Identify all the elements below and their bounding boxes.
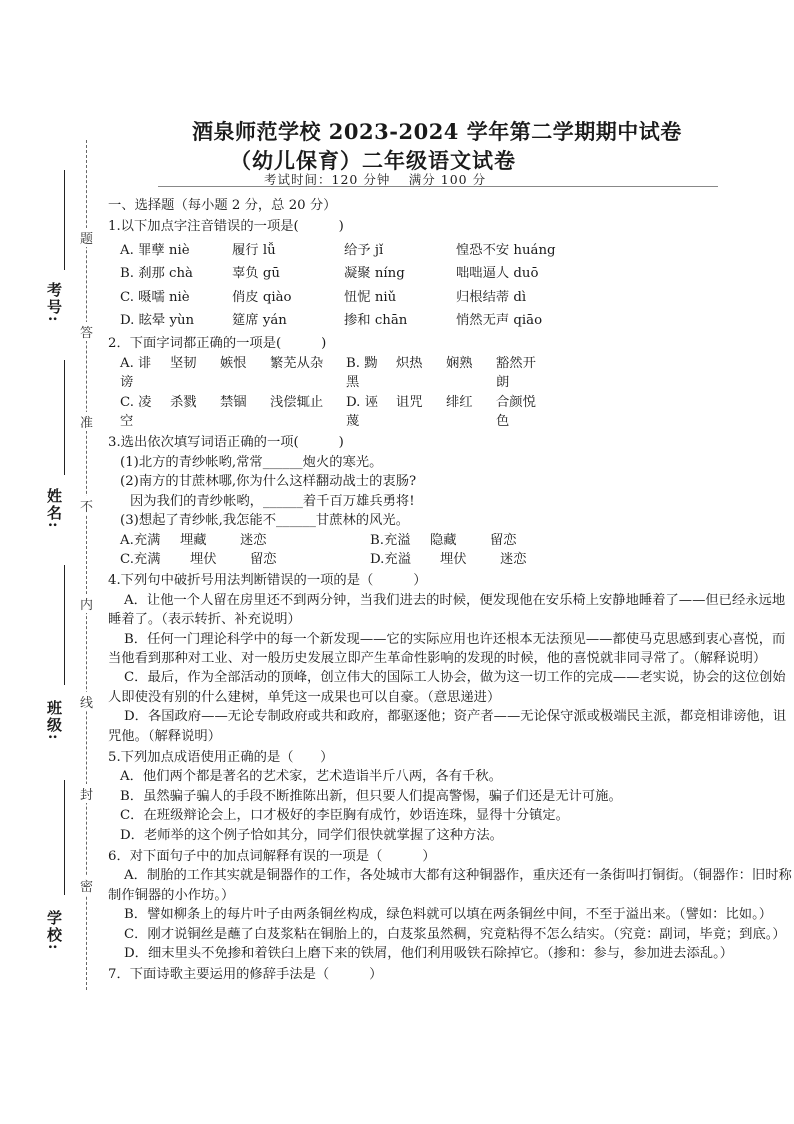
exam-number-field[interactable]	[64, 170, 65, 270]
section-heading: 一、选择题（每小题 2 分，总 20 分）	[108, 198, 337, 213]
passage-line: (2)南方的甘蔗林哪,你为什么这样翻动战士的衷肠?	[120, 474, 417, 490]
option-item[interactable]: C．刚才说铜丝是蘸了白芨浆粘在铜胎上的，白芨浆虽然稠，究竟粘得不怎么结实。（究竟：副词，毕竟；到底。）	[124, 926, 786, 942]
passage-line: (3)想起了青纱帐,我怎能不______甘蔗林的风光。	[120, 513, 409, 529]
seal-char: 不	[80, 496, 93, 515]
question-stem: 2．下面字词都正确的一项是( )	[108, 336, 327, 352]
seal-char: 准	[80, 412, 93, 431]
option-item[interactable]: D．各国政府——无论专制政府或共和政府，都驱逐他；资产者——无论保守派或极端民主派，都竞相诽谤他，诅咒他。（解释说明）	[108, 709, 787, 744]
option-item[interactable]: B．任何一门理论科学中的每一个新发现——它的实际应用也许还根本无法预见——都使马克思感到衷心喜悦，而当他看到那种对工业、对一般历史发展立即产生革命性影响的发现的时候，他的喜悦就非同寻常了。（解释说明）	[108, 631, 786, 666]
option-row[interactable]: D. 眩晕 yùn 筵席 yán 掺和 chān 悄然无声 qiāo	[120, 313, 543, 329]
option-item[interactable]: A．他们两个都是著名的艺术家，艺术造诣半斤八两，各有千秋。	[120, 769, 502, 785]
option-item[interactable]: C．在班级辩论会上，口才极好的李臣胸有成竹，妙语连珠，显得十分镇定。	[120, 808, 569, 824]
name-label: 姓名:	[45, 488, 63, 530]
question-stem: 7．下面诗歌主要运用的修辞手法是（ ）	[108, 967, 383, 983]
option-item[interactable]: D．细末里头不免掺和着铁臼上磨下来的铁屑，他们利用吸铁石除掉它。（掺和：参与，参加进去添乱。）	[124, 946, 734, 962]
passage-line: 因为我们的青纱帐哟，______着千百万雄兵勇将!	[130, 493, 415, 509]
option-row[interactable]: B. 刹那 chà 辜负 gū 凝聚 níng 咄咄逼人 duō	[120, 266, 539, 282]
class-label: 班级:	[45, 700, 63, 742]
passage-line: (1)北方的青纱帐哟,常常______炮火的寒光。	[120, 454, 383, 470]
question-body	[108, 196, 794, 985]
question-stem: 4.下列句中破折号用法判断错误的一项的是（ ）	[108, 573, 427, 589]
question-options	[108, 241, 794, 331]
seal-char: 密	[80, 876, 93, 895]
seal-char: 题	[80, 228, 93, 247]
question-stem: 6．对下面句子中的加点词解释有误的一项是（ ）	[108, 849, 436, 864]
seal-char: 内	[80, 594, 93, 613]
question-stem: 5.下列加点成语使用正确的是（ ）	[108, 749, 334, 765]
header-divider	[158, 186, 718, 187]
binding-margin	[0, 0, 100, 1124]
class-field[interactable]	[64, 565, 65, 685]
page-subtitle: （幼儿保育）二年级语文试卷	[230, 148, 516, 173]
option-row[interactable]: C. 嗫嚅 niè 俏皮 qiào 忸怩 niǔ 归根结蒂 dì	[120, 289, 527, 305]
option-item[interactable]: B．虽然骗子骗人的手段不断推陈出新，但只要人们提高警惕，骗子们还是无计可施。	[120, 788, 622, 804]
option-row[interactable]: A. 诽谤 坚韧 嫉恨 繁芜从杂 B. 黝黑 炽热 娴熟 豁然开朗	[120, 355, 536, 391]
school-field[interactable]	[64, 780, 65, 895]
name-field[interactable]	[64, 360, 65, 475]
option-item[interactable]: A．制胎的工作其实就是铜器作的工作，各处城市大都有这种铜器作，重庆还有一条街叫打铜街。（铜器作：旧时称制作铜器的小作坊。）	[108, 868, 792, 903]
exam-info: 考试时间：120 分钟 满分 100 分	[264, 172, 487, 187]
seal-char: 封	[80, 784, 93, 803]
option-row[interactable]: C.充满 埋伏 留恋 D.充溢 埋伏 迷恋	[120, 551, 527, 567]
question-stem: 3.选出依次填写词语正确的一项( )	[108, 435, 344, 451]
option-item[interactable]: C．最后，作为全部活动的顶峰，创立伟大的国际工人协会，做为这一切工作的完成——老实说，协会的这位创始人即使没有别的什么建树，单凭这一成果也可以自豪。（意思递进）	[108, 670, 786, 705]
page-title: 酒泉师范学校 2023-2024 学年第二学期期中试卷	[192, 119, 682, 144]
option-item[interactable]: A．让他一个人留在房里还不到两分钟，当我们进去的时候，便发现他在安乐椅上安静地睡着了——但已经永远地睡着了。（表示转折、补充说明）	[108, 592, 786, 628]
seal-char: 线	[80, 692, 93, 711]
option-row[interactable]: A.充满 埋藏 迷恋 B.充溢 隐藏 留恋	[120, 532, 517, 548]
seal-line	[86, 140, 87, 990]
option-item[interactable]: B．譬如柳条上的每片叶子由两条铜丝构成，绿色料就可以填在两条铜丝中间，不至于溢出来。（譬如：比如。）	[124, 907, 773, 923]
question-stem: 1.以下加点字注音错误的一项是( )	[108, 219, 344, 235]
exam-number-label: 考号:	[45, 282, 63, 324]
option-row[interactable]: C. 凌空 杀戮 禁锢 浅偿辄止 D. 诬蔑 诅咒 绯红 合颜悦色	[120, 394, 536, 430]
seal-char: 答	[80, 322, 93, 341]
option-row[interactable]: A. 罪孽 niè 履行 lǚ 给予 jǐ 惶恐不安 huáng	[120, 242, 556, 258]
school-label: 学校:	[45, 910, 63, 952]
option-item[interactable]: D．老师举的这个例子恰如其分，同学们很快就掌握了这种方法。	[120, 827, 503, 843]
